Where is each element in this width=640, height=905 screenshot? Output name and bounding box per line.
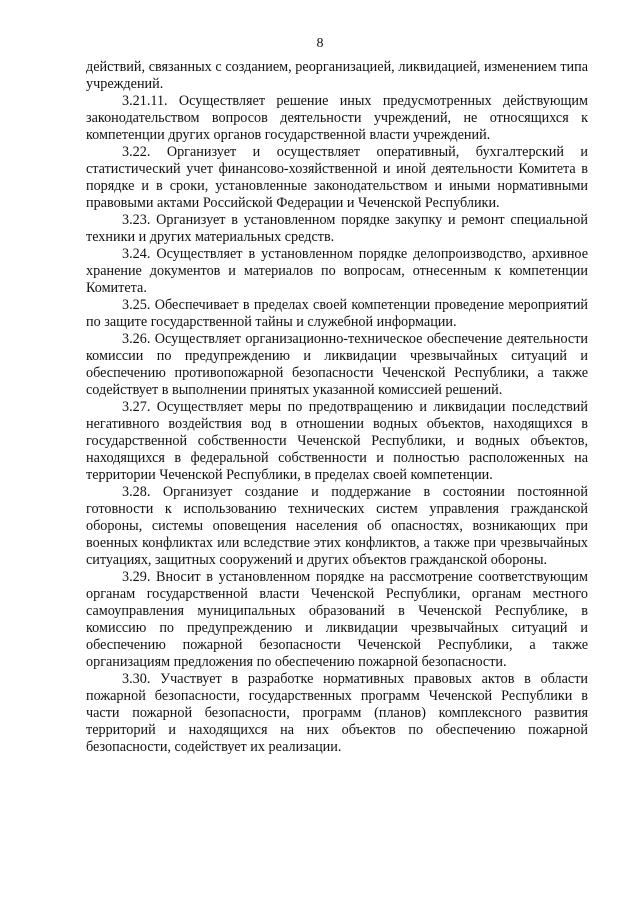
paragraph-3-21-11: 3.21.11. Осуществляет решение иных предусмотренных действующим законодательством вопросов деятельности учреждений, не относящихся к компетенции других органов государственной власти учреждений. xyxy=(86,93,588,143)
paragraph-3-22: 3.22. Организует и осуществляет оперативный, бухгалтерский и статистический учет финансово-хозяйственной и иной деятельности Комитета в порядке и в сроки, установленные законодательством и иными нормативными правовыми актами Российской Федерации и Чеченской Республики. xyxy=(86,144,588,211)
paragraph-3-28: 3.28. Организует создание и поддержание в состоянии постоянной готовности к использованию технических систем управления гражданской обороны, системы оповещения населения об опасностях, возникающих при военных конфликтах или вследствие этих конфликтов, а также при чрезвычайных ситуациях, защитных сооружений и других объектов гражданской обороны. xyxy=(86,484,588,568)
paragraph-3-27: 3.27. Осуществляет меры по предотвращению и ликвидации последствий негативного воздействия вод в отношении водных объектов, находящихся в государственной собственности Чеченской Республики, и водных объектов, находящихся в федеральной собственности и полностью расположенных на территории Чеченской Республики, в пределах своей компетенции. xyxy=(86,399,588,483)
paragraph-3-26: 3.26. Осуществляет организационно-техническое обеспечение деятельности комиссии по предупреждению и ликвидации чрезвычайных ситуаций и обеспечению противопожарной безопасности Чеченской Республики, а также содействует в выполнении принятых указанной комиссией решений. xyxy=(86,331,588,398)
paragraph-continuation: действий, связанных с созданием, реорганизацией, ликвидацией, изменением типа учреждений. xyxy=(86,59,588,92)
paragraph-3-25: 3.25. Обеспечивает в пределах своей компетенции проведение мероприятий по защите государственной тайны и служебной информации. xyxy=(86,297,588,330)
paragraph-3-24: 3.24. Осуществляет в установленном порядке делопроизводство, архивное хранение документов и материалов по вопросам, отнесенным к компетенции Комитета. xyxy=(86,246,588,296)
document-body xyxy=(86,59,588,756)
paragraph-3-23: 3.23. Организует в установленном порядке закупку и ремонт специальной техники и других материальных средств. xyxy=(86,212,588,245)
paragraph-3-30: 3.30. Участвует в разработке нормативных правовых актов в области пожарной безопасности, государственных программ Чеченской Республики в части пожарной безопасности, программ (планов) комплексного развития территорий и находящихся на них объектов по обеспечению пожарной безопасности, содействует их реализации. xyxy=(86,671,588,755)
page-number: 8 xyxy=(316,36,324,51)
paragraph-3-29: 3.29. Вносит в установленном порядке на рассмотрение соответствующим органам государственной власти Чеченской Республики, органам местного самоуправления муниципальных образований в Чеченской Республике, в комиссию по предупреждению и ликвидации чрезвычайных ситуаций и обеспечению пожарной безопасности Чеченской Республики, а также организациям предложения по обеспечению пожарной безопасности. xyxy=(86,569,588,670)
